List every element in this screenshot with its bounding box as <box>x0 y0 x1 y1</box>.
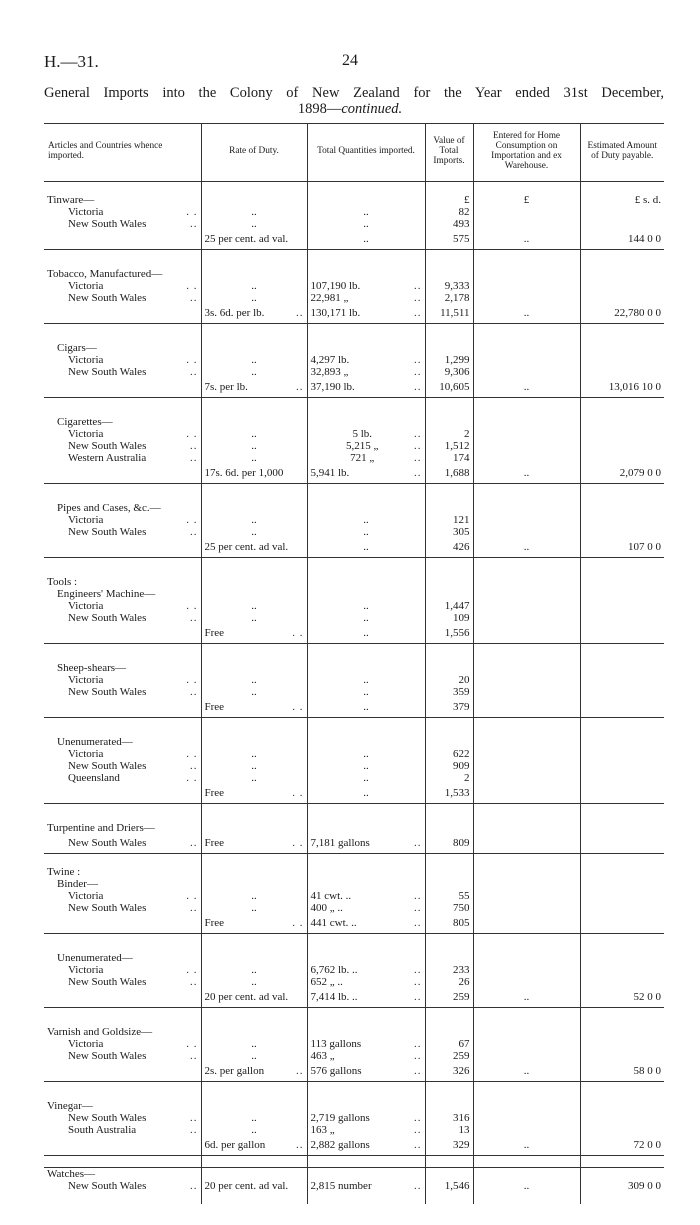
table-row <box>44 736 664 748</box>
rate-cell: 20 per cent. ad val. <box>201 988 307 1008</box>
table-row <box>44 1100 664 1112</box>
col-rate-header: Rate of Duty. <box>201 124 307 182</box>
country: New South Wales <box>68 976 147 988</box>
table-row: New South Wales .. .. .. 359 <box>44 686 664 698</box>
total-row: Free . . .. 379 <box>44 698 664 718</box>
quantity-cell: 5,215 „ <box>346 440 379 452</box>
rate-cell: 3s. 6d. per lb. <box>204 307 265 319</box>
table-row <box>44 878 664 890</box>
total-quantity-cell: 2,882 gallons <box>310 1139 370 1151</box>
duty-cell: 107 0 0 <box>628 541 661 553</box>
table-row <box>44 416 664 428</box>
table-bottom-rule <box>44 1167 664 1168</box>
table-row: New South Wales .. .. .. 109 <box>44 612 664 624</box>
total-quantity-cell: 37,190 lb. <box>310 381 355 393</box>
quantity-cell: 5 lb. <box>352 428 373 440</box>
total-row: 20 per cent. ad val. 7,414 lb. .. .. 259 .. 52 0 0 <box>44 988 664 1008</box>
country: Victoria <box>68 514 104 526</box>
country: Victoria <box>68 280 104 292</box>
rate-cell: 7s. per lb. <box>204 381 248 393</box>
country: Victoria <box>68 674 104 686</box>
total-row: Free . . .. 1,556 <box>44 624 664 644</box>
total-value-cell: 805 <box>425 914 473 934</box>
rate-cell: Free <box>204 917 225 929</box>
table-title: General Imports into the Colony of New Zealand for the Year ended 31st December, <box>44 85 664 101</box>
value-cell: 909 <box>425 760 473 772</box>
quantity-cell: 463 „ <box>310 1050 335 1062</box>
quantity-cell: 107,190 lb. <box>310 280 361 292</box>
rate-cell: 20 per cent. ad val. <box>201 1180 307 1192</box>
article-label: Varnish and Goldsize— <box>44 1026 201 1038</box>
duty-cell: 13,016 10 0 <box>608 381 661 393</box>
table-row <box>44 662 664 674</box>
country: New South Wales <box>68 837 147 849</box>
quantity-cell: 652 „ .. <box>310 976 343 988</box>
article-label: Watches— <box>44 1168 201 1180</box>
total-quantity-cell: 441 cwt. .. <box>310 917 357 929</box>
country: South Australia <box>68 1124 137 1136</box>
duty-cell: 144 0 0 <box>628 233 661 245</box>
table-title-continued: 1898—continued. <box>297 101 403 117</box>
article-label: Tinware— <box>44 194 201 206</box>
total-row: Free . . 441 cwt. .. .. 805 <box>44 914 664 934</box>
quantity-cell: 4,297 lb. <box>310 354 350 366</box>
value-cell: 622 <box>425 748 473 760</box>
value-cell: 359 <box>425 686 473 698</box>
country: Victoria <box>68 964 104 976</box>
value-cell: 121 <box>425 514 473 526</box>
value-cell: 305 <box>425 526 473 538</box>
table-row: Victoria . . .. 41 cwt. .. .. 55 <box>44 890 664 902</box>
country: Western Australia <box>68 452 147 464</box>
table-row: New South Wales .. .. 400 „ .. .. 750 <box>44 902 664 914</box>
value-cell: 20 <box>425 674 473 686</box>
country: Victoria <box>68 1038 104 1050</box>
total-row: 6d. per gallon .. 2,882 gallons .. 329 .. 72 0 0 <box>44 1136 664 1156</box>
value-cell: 26 <box>425 976 473 988</box>
table-row: Victoria . . .. .. 1,447 <box>44 600 664 612</box>
duty-unit: £ s. d. <box>634 194 661 206</box>
table-row: Victoria . . .. 113 gallons .. 67 <box>44 1038 664 1050</box>
table-row <box>44 576 664 588</box>
table-row <box>44 1026 664 1038</box>
quantity-cell: 400 „ .. <box>310 902 343 914</box>
country: New South Wales <box>68 902 147 914</box>
total-row: 25 per cent. ad val. .. 426 .. 107 0 0 <box>44 538 664 558</box>
total-value-cell: 326 <box>425 1062 473 1082</box>
article-label: Pipes and Cases, &c.— <box>44 502 201 514</box>
total-value-cell: 259 <box>425 988 473 1008</box>
table-row: New South Wales .. .. 32,893 „ .. 9,306 <box>44 366 664 378</box>
col-articles-header: Articles and Countries whence imported. <box>44 124 201 182</box>
duty-cell: 309 0 0 <box>628 1180 661 1192</box>
total-quantity-cell: 7,414 lb. .. <box>310 991 358 1003</box>
value-cell: 233 <box>425 964 473 976</box>
total-value-cell: 1,688 <box>425 464 473 484</box>
country: Victoria <box>68 600 104 612</box>
table-row: Victoria . . .. .. 20 <box>44 674 664 686</box>
table-row <box>44 1168 664 1180</box>
total-quantity-cell: 5,941 lb. <box>310 467 350 479</box>
rate-cell: 6d. per gallon <box>204 1139 266 1151</box>
article-label: Tobacco, Manufactured— <box>44 268 201 280</box>
table-row: New South Wales .. .. .. 493 <box>44 218 664 230</box>
country: New South Wales <box>68 1180 147 1192</box>
rate-cell: 17s. 6d. per 1,000 <box>201 464 307 484</box>
table-row: Victoria . . .. .. 622 <box>44 748 664 760</box>
table-row <box>44 952 664 964</box>
country: Queensland <box>68 772 120 784</box>
value-cell: 67 <box>425 1038 473 1050</box>
table-row: New South Wales .. .. .. 909 <box>44 760 664 772</box>
table-row: South Australia .. .. 163 „ .. 13 <box>44 1124 664 1136</box>
quantity-cell: 721 „ <box>350 452 375 464</box>
table-row <box>44 822 664 834</box>
table-header-row <box>44 124 664 182</box>
quantity-cell: 7,181 gallons <box>310 837 370 849</box>
country: New South Wales <box>68 440 147 452</box>
quantity-cell: 22,981 „ <box>310 292 349 304</box>
value-unit: £ <box>425 194 473 206</box>
total-value-cell: 575 <box>425 230 473 250</box>
table-row: Victoria . . .. .. 82 <box>44 206 664 218</box>
value-cell: 809 <box>425 834 473 854</box>
report-code: H.—31. <box>44 52 99 71</box>
total-row: 25 per cent. ad val. .. 575 .. 144 0 0 <box>44 230 664 250</box>
article-label: Sheep-shears— <box>44 662 201 674</box>
total-row: Free . . .. 1,533 <box>44 784 664 804</box>
table-row <box>44 866 664 878</box>
table-row <box>44 194 664 206</box>
rate-cell: Free <box>204 627 225 639</box>
article-label: Cigars— <box>44 342 201 354</box>
country: New South Wales <box>68 1112 147 1124</box>
quantity-cell: 2,815 number <box>310 1180 372 1192</box>
value-cell: 2 <box>425 772 473 784</box>
col-quantities-header: Total Quantities imported. <box>307 124 425 182</box>
total-value-cell: 1,556 <box>425 624 473 644</box>
quantity-cell: 41 cwt. .. <box>310 890 352 902</box>
total-quantity-cell: 130,171 lb. <box>310 307 361 319</box>
table-row: New South Wales .. .. 5,215 „ .. 1,512 <box>44 440 664 452</box>
value-cell: 1,512 <box>425 440 473 452</box>
table-row <box>44 588 664 600</box>
country: New South Wales <box>68 526 147 538</box>
total-value-cell: 11,511 <box>425 304 473 324</box>
total-row: 17s. 6d. per 1,000 5,941 lb. .. 1,688 .. 2,079 0 0 <box>44 464 664 484</box>
table-row: New South Wales .. .. 2,719 gallons .. 316 <box>44 1112 664 1124</box>
article-label: Turpentine and Driers— <box>44 822 201 834</box>
value-cell: 9,333 <box>425 280 473 292</box>
value-cell: 493 <box>425 218 473 230</box>
value-cell: 316 <box>425 1112 473 1124</box>
quantity-cell: 2,719 gallons <box>310 1112 370 1124</box>
rate-cell: 2s. per gallon <box>204 1065 265 1077</box>
total-value-cell: 1,533 <box>425 784 473 804</box>
duty-cell: 52 0 0 <box>633 991 661 1003</box>
article-label: Cigarettes— <box>44 416 201 428</box>
table-row: Western Australia .. .. 721 „ .. 174 <box>44 452 664 464</box>
country: New South Wales <box>68 292 147 304</box>
rate-cell: 25 per cent. ad val. <box>201 538 307 558</box>
duty-cell: 22,780 0 0 <box>614 307 661 319</box>
col-value-header: Value of Total Imports. <box>425 124 473 182</box>
country: New South Wales <box>68 760 147 772</box>
table-row: Victoria . . .. 6,762 lb. .. .. 233 <box>44 964 664 976</box>
value-cell: 1,447 <box>425 600 473 612</box>
article-label: Twine : <box>44 866 201 878</box>
total-value-cell: 379 <box>425 698 473 718</box>
value-cell: 2 <box>425 428 473 440</box>
country: Victoria <box>68 206 104 218</box>
duty-cell: 2,079 0 0 <box>619 467 661 479</box>
table-row: Victoria . . .. 4,297 lb. .. 1,299 <box>44 354 664 366</box>
value-cell: 1,299 <box>425 354 473 366</box>
total-value-cell: 426 <box>425 538 473 558</box>
article-label: Tools : <box>44 576 201 588</box>
value-cell: 174 <box>425 452 473 464</box>
total-row: 2s. per gallon .. 576 gallons .. 326 .. 58 0 0 <box>44 1062 664 1082</box>
country: New South Wales <box>68 366 147 378</box>
table-row <box>44 342 664 354</box>
value-cell: 82 <box>425 206 473 218</box>
total-value-cell: 10,605 <box>425 378 473 398</box>
article-label: Unenumerated— <box>44 736 201 748</box>
country: New South Wales <box>68 612 147 624</box>
table-row: Queensland . . .. .. 2 <box>44 772 664 784</box>
col-duty-header: Estimated Amount of Duty payable. <box>580 124 664 182</box>
country: Victoria <box>68 890 104 902</box>
total-value-cell: 329 <box>425 1136 473 1156</box>
duty-cell: 72 0 0 <box>633 1139 661 1151</box>
value-cell: 2,178 <box>425 292 473 304</box>
quantity-cell: 32,893 „ <box>310 366 349 378</box>
value-cell: 750 <box>425 902 473 914</box>
country: Victoria <box>68 428 104 440</box>
table-row: New South Wales .. .. 463 „ .. 259 <box>44 1050 664 1062</box>
quantity-cell: 6,762 lb. .. <box>310 964 358 976</box>
duty-cell: 58 0 0 <box>633 1065 661 1077</box>
table-row: New South Wales .. .. .. 305 <box>44 526 664 538</box>
table-row: New South Wales .. 20 per cent. ad val. 2,815 number .. 1,546 .. 309 0 0 <box>44 1180 664 1192</box>
country: Victoria <box>68 748 104 760</box>
col-entered-header: Entered for Home Consumption on Importation and ex Warehouse. <box>473 124 580 182</box>
quantity-cell: 163 „ <box>310 1124 335 1136</box>
entered-unit: £ <box>473 194 580 206</box>
rate-cell: Free <box>204 787 225 799</box>
total-quantity-cell: 576 gallons <box>310 1065 362 1077</box>
quantity-cell: 113 gallons <box>310 1038 362 1050</box>
article-sublabel: Engineers' Machine— <box>44 588 201 600</box>
page-number: 24 <box>342 52 358 69</box>
total-row: New South Wales .. Free . . 7,181 gallons .. 809 <box>44 834 664 854</box>
value-cell: 109 <box>425 612 473 624</box>
table-row: Victoria . . .. 107,190 lb. .. 9,333 <box>44 280 664 292</box>
article-label: Unenumerated— <box>44 952 201 964</box>
value-cell: 55 <box>425 890 473 902</box>
rate-cell: Free <box>204 837 225 849</box>
rate-cell: 25 per cent. ad val. <box>201 230 307 250</box>
table-row: New South Wales .. .. 652 „ .. .. 26 <box>44 976 664 988</box>
total-row: 3s. 6d. per lb. .. 130,171 lb. .. 11,511 .. 22,780 0 0 <box>44 304 664 324</box>
value-cell: 13 <box>425 1124 473 1136</box>
table-row <box>44 502 664 514</box>
country: New South Wales <box>68 686 147 698</box>
table-row: Victoria . . .. .. 121 <box>44 514 664 526</box>
article-label: Vinegar— <box>44 1100 201 1112</box>
imports-table <box>44 123 664 1204</box>
value-cell: 9,306 <box>425 366 473 378</box>
value-cell: 1,546 <box>425 1180 473 1192</box>
table-row: New South Wales .. .. 22,981 „ .. 2,178 <box>44 292 664 304</box>
rate-cell: Free <box>204 701 225 713</box>
table-row: Victoria . . .. 5 lb. .. 2 <box>44 428 664 440</box>
country: New South Wales <box>68 218 147 230</box>
table-row <box>44 268 664 280</box>
country: New South Wales <box>68 1050 147 1062</box>
article-sublabel: Binder— <box>44 878 201 890</box>
total-row: 7s. per lb. .. 37,190 lb. .. 10,605 .. 13,016 10 0 <box>44 378 664 398</box>
value-cell: 259 <box>425 1050 473 1062</box>
country: Victoria <box>68 354 104 366</box>
